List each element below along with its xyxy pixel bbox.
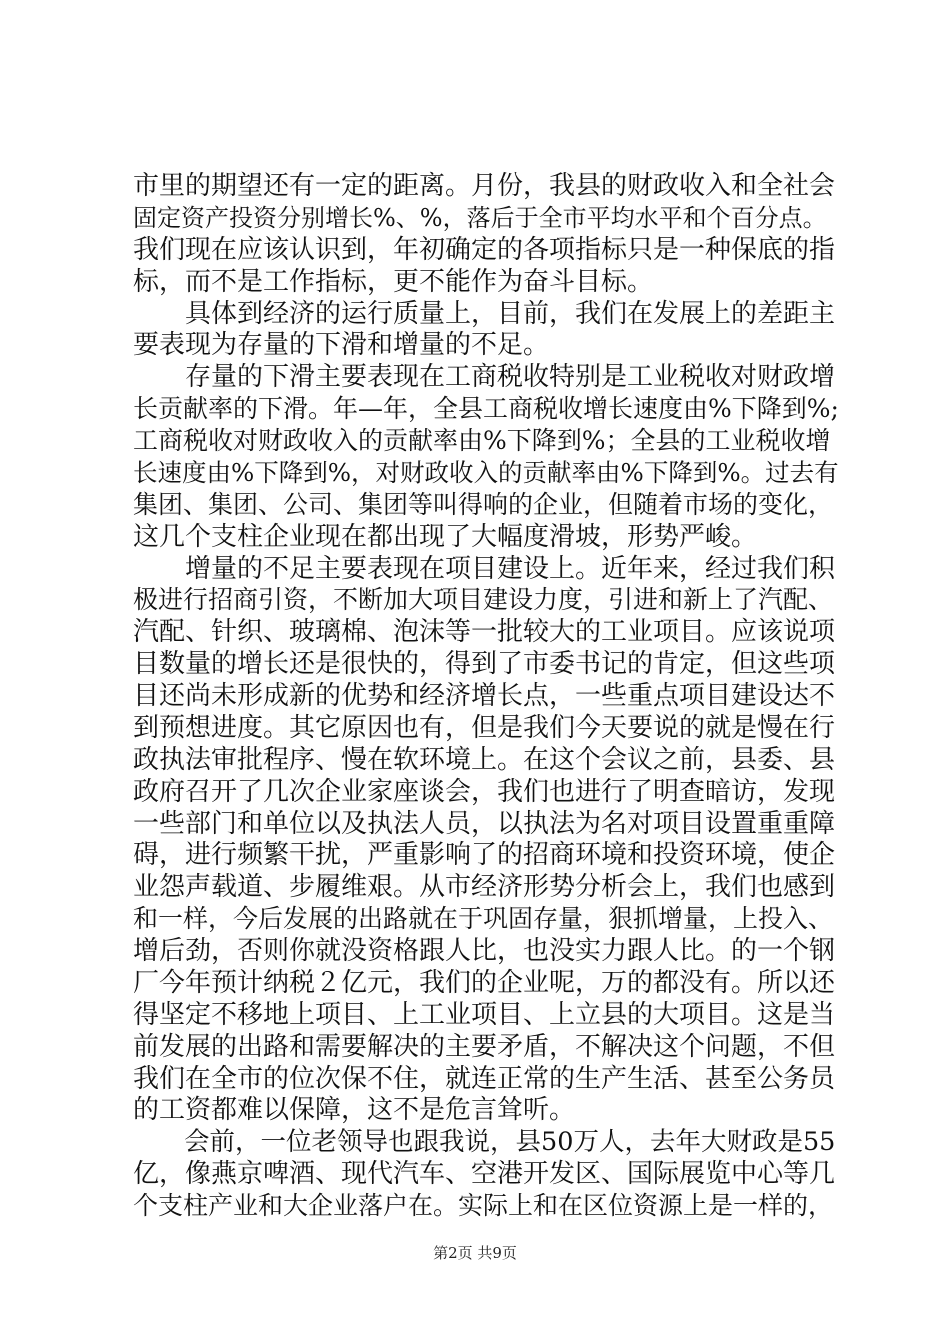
body-text-line: 到预想进度。其它原因也有，但是我们今天要说的就是慢在行 xyxy=(133,713,836,743)
body-text-line: 前发展的出路和需要解决的主要矛盾，不解决这个问题，不但 xyxy=(133,1032,836,1062)
body-text-line: 会前，一位老领导也跟我说，县50万人，去年大财政是55 xyxy=(133,1127,836,1157)
body-text-line: 碍，进行频繁干扰，严重影响了的招商环境和投资环境，使企 xyxy=(133,840,836,870)
body-text-line: 具体到经济的运行质量上，目前，我们在发展上的差距主 xyxy=(133,299,836,329)
body-text-line: 这几个支柱企业现在都出现了大幅度滑坡，形势严峻。 xyxy=(133,522,758,552)
body-text-line: 一些部门和单位以及执法人员，以执法为名对项目设置重重障 xyxy=(133,809,836,839)
body-text-line: 工商税收对财政收入的贡献率由%下降到%；全县的工业税收增 xyxy=(133,426,831,455)
body-text-line: 政府召开了几次企业家座谈会，我们也进行了明查暗访，发现 xyxy=(133,777,836,807)
body-text-line: 目数量的增长还是很快的，得到了市委书记的肯定，但这些项 xyxy=(133,649,836,679)
body-text-line: 市里的期望还有一定的距离。月份，我县的财政收入和全社会 xyxy=(133,171,836,201)
body-text-line: 亿，像燕京啤酒、现代汽车、空港开发区、国际展览中心等几 xyxy=(133,1159,836,1189)
body-text-line: 和一样，今后发展的出路就在于巩固存量，狠抓增量，上投入、 xyxy=(133,904,834,933)
body-text-line: 长贡献率的下滑。年—年，全县工商税收增长速度由%下降到%; xyxy=(133,394,839,423)
page-number-footer: 第2页 共9页 xyxy=(433,1244,517,1262)
body-text-line: 我们现在应该认识到，年初确定的各项指标只是一种保底的指 xyxy=(133,235,836,265)
body-text-line: 我们在全市的位次保不住，就连正常的生产生活、甚至公务员 xyxy=(133,1064,836,1094)
body-text-line: 存量的下滑主要表现在工商税收特别是工业税收对财政增 xyxy=(133,362,836,392)
body-text-line: 厂今年预计纳税２亿元，我们的企业呢，万的都没有。所以还 xyxy=(133,968,836,998)
body-text-line: 的工资都难以保障，这不是危言耸听。 xyxy=(133,1095,576,1125)
body-text-line: 业怨声载道、步履维艰。从市经济形势分析会上，我们也感到 xyxy=(133,872,836,902)
body-text-line: 标，而不是工作指标，更不能作为奋斗目标。 xyxy=(133,267,654,297)
body-text-line: 固定资产投资分别增长%、%，落后于全市平均水平和个百分点。 xyxy=(133,204,827,232)
body-text-line: 目还尚未形成新的优势和经济增长点，一些重点项目建设达不 xyxy=(133,681,836,711)
body-text-line: 极进行招商引资，不断加大项目建设力度，引进和新上了汽配、 xyxy=(133,585,834,614)
body-text-line: 得坚定不移地上项目、上工业项目、上立县的大项目。这是当 xyxy=(133,1000,836,1030)
body-text-line: 个支柱产业和大企业落户在。实际上和在区位资源上是一样的， xyxy=(133,1191,834,1220)
body-text-line: 汽配、针织、玻璃棉、泡沫等一批较大的工业项目。应该说项 xyxy=(133,617,836,647)
body-text-line: 要表现为存量的下滑和增量的不足。 xyxy=(133,330,550,360)
body-text-line: 增量的不足主要表现在项目建设上。近年来，经过我们积 xyxy=(133,554,836,584)
body-text-line: 集团、集团、公司、集团等叫得响的企业，但随着市场的变化， xyxy=(133,490,834,519)
body-text-line: 增后劲，否则你就没资格跟人比，也没实力跟人比。的一个钢 xyxy=(133,936,836,966)
body-text-line: 政执法审批程序、慢在软环境上。在这个会议之前，县委、县 xyxy=(133,745,836,775)
body-text-line: 长速度由%下降到%，对财政收入的贡献率由%下降到%。过去有 xyxy=(133,458,839,487)
